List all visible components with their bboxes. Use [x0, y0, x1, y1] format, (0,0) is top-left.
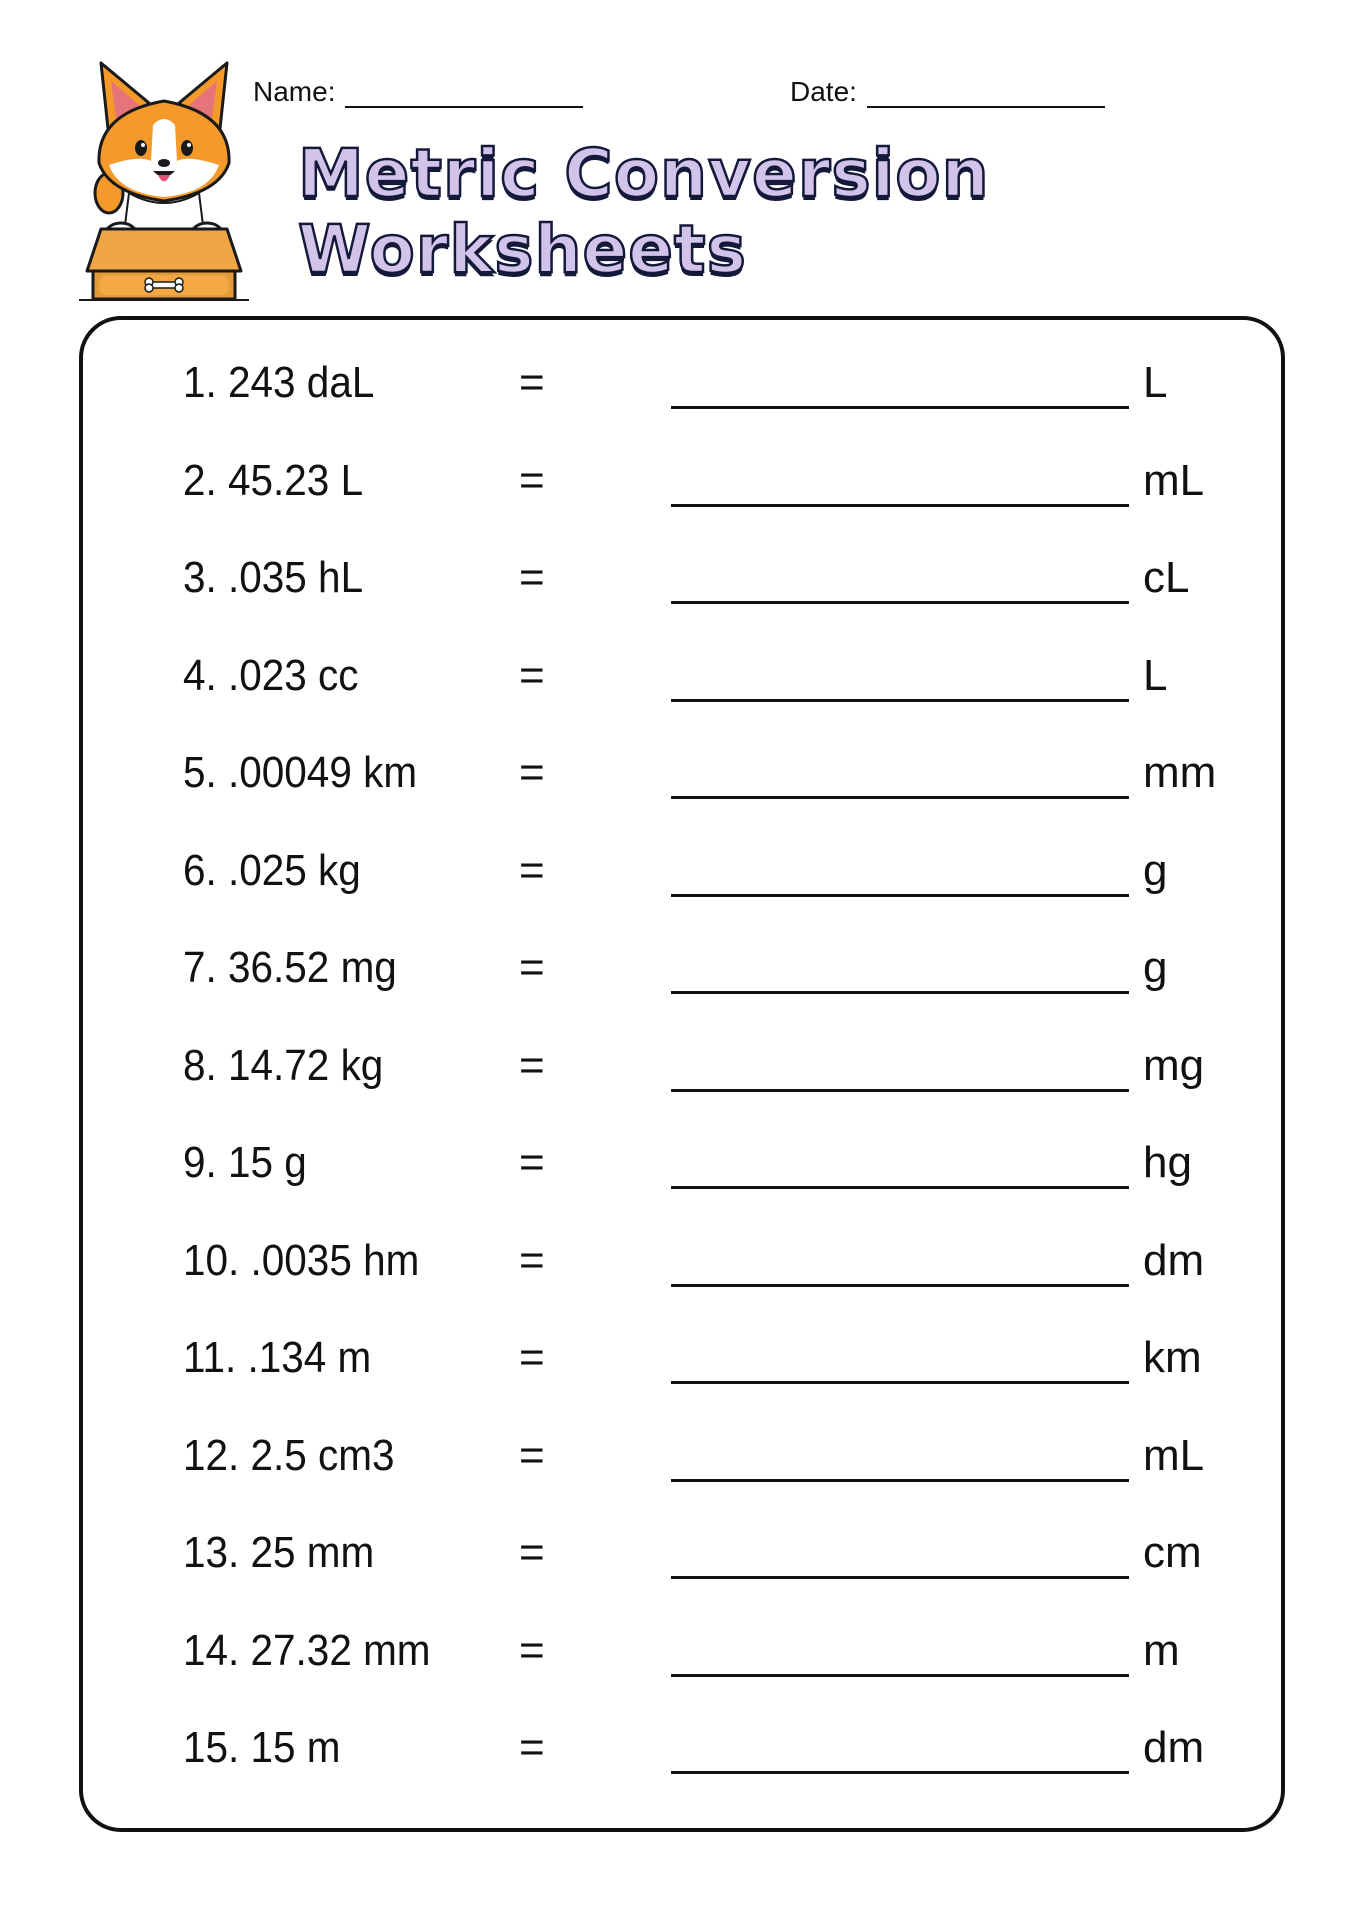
problem-row [183, 456, 1205, 516]
equals-sign: = [519, 651, 545, 700]
answer-blank[interactable] [671, 406, 1129, 409]
target-unit: mL [1143, 1431, 1205, 1480]
problem-given: 3. .035 hL [183, 553, 364, 602]
problem-given: 15. 15 m [183, 1723, 341, 1772]
equals-sign: = [519, 1528, 545, 1577]
problem-row [183, 748, 1217, 808]
equals-sign: = [519, 1138, 545, 1187]
target-unit: mg [1143, 1041, 1205, 1090]
problem-row [183, 1431, 1205, 1491]
equals-sign: = [519, 846, 545, 895]
answer-blank[interactable] [671, 1674, 1129, 1677]
target-unit: L [1143, 358, 1168, 407]
title-line-1: Metric Conversion [298, 135, 990, 212]
name-label: Name: [253, 76, 336, 107]
target-unit: g [1143, 943, 1168, 992]
name-input[interactable] [345, 76, 583, 108]
problems-box [79, 316, 1285, 1832]
page-title [298, 136, 990, 288]
target-unit: mm [1143, 748, 1217, 797]
problem-given: 12. 2.5 cm3 [183, 1431, 395, 1480]
problem-row [183, 358, 1183, 418]
target-unit: L [1143, 651, 1168, 700]
problem-given: 6. .025 kg [183, 846, 361, 895]
problem-given: 4. .023 cc [183, 651, 359, 700]
problem-row [183, 1236, 1205, 1296]
name-field [253, 76, 583, 108]
problem-given: 10. .0035 hm [183, 1236, 420, 1285]
target-unit: cm [1143, 1528, 1202, 1577]
target-unit: km [1143, 1333, 1202, 1382]
equals-sign: = [519, 456, 545, 505]
equals-sign: = [519, 1333, 545, 1382]
equals-sign: = [519, 1723, 545, 1772]
problem-row [183, 846, 1183, 906]
problem-row [183, 1626, 1183, 1686]
date-input[interactable] [867, 76, 1105, 108]
problem-row [183, 651, 1183, 711]
target-unit: mL [1143, 456, 1205, 505]
target-unit: m [1143, 1626, 1180, 1675]
equals-sign: = [519, 1626, 545, 1675]
corgi-in-box-icon [79, 43, 249, 301]
answer-blank[interactable] [671, 1576, 1129, 1579]
title-line-2: Worksheets [298, 211, 747, 288]
equals-sign: = [519, 943, 545, 992]
problem-row [183, 1041, 1205, 1101]
problem-given: 9. 15 g [183, 1138, 307, 1187]
problem-given: 1. 243 daL [183, 358, 375, 407]
problem-given: 5. .00049 km [183, 748, 418, 797]
problem-given: 7. 36.52 mg [183, 943, 397, 992]
answer-blank[interactable] [671, 1771, 1129, 1774]
problem-row [183, 1138, 1192, 1198]
problem-row [183, 943, 1183, 1003]
answer-blank[interactable] [671, 1284, 1129, 1287]
target-unit: hg [1143, 1138, 1192, 1187]
answer-blank[interactable] [671, 1381, 1129, 1384]
equals-sign: = [519, 553, 545, 602]
equals-sign: = [519, 748, 545, 797]
target-unit: g [1143, 846, 1168, 895]
answer-blank[interactable] [671, 894, 1129, 897]
answer-blank[interactable] [671, 1186, 1129, 1189]
answer-blank[interactable] [671, 699, 1129, 702]
answer-blank[interactable] [671, 504, 1129, 507]
equals-sign: = [519, 1041, 545, 1090]
answer-blank[interactable] [671, 601, 1129, 604]
problem-given: 11. .134 m [183, 1333, 372, 1382]
date-field [790, 76, 1105, 108]
answer-blank[interactable] [671, 991, 1129, 994]
answer-blank[interactable] [671, 1089, 1129, 1092]
problem-given: 2. 45.23 L [183, 456, 364, 505]
problem-row [183, 1723, 1205, 1783]
target-unit: cL [1143, 553, 1190, 602]
problem-given: 14. 27.32 mm [183, 1626, 431, 1675]
equals-sign: = [519, 1236, 545, 1285]
target-unit: dm [1143, 1723, 1205, 1772]
problem-row [183, 1528, 1202, 1588]
equals-sign: = [519, 358, 545, 407]
problem-row [183, 553, 1190, 613]
target-unit: dm [1143, 1236, 1205, 1285]
equals-sign: = [519, 1431, 545, 1480]
date-label: Date: [790, 76, 857, 107]
answer-blank[interactable] [671, 796, 1129, 799]
problem-given: 8. 14.72 kg [183, 1041, 384, 1090]
problem-row [183, 1333, 1202, 1393]
problem-given: 13. 25 mm [183, 1528, 375, 1577]
answer-blank[interactable] [671, 1479, 1129, 1482]
